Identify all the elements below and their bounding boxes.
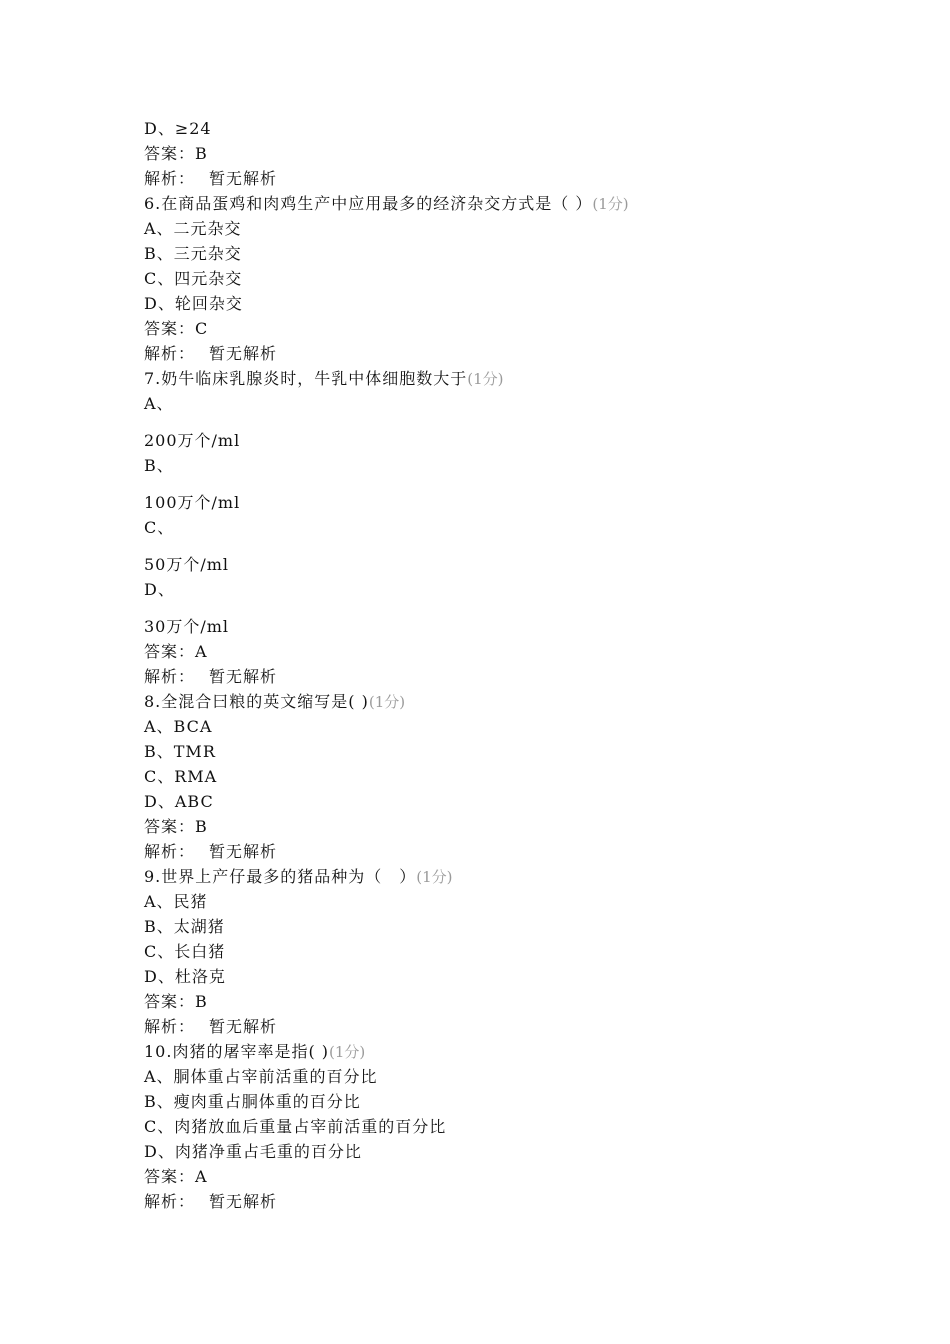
analysis-label: 解析： (144, 667, 196, 686)
option-a: A、BCA (144, 717, 213, 736)
analysis-text: 暂无解析 (209, 1017, 278, 1036)
option-c: C、长白猪 (144, 942, 226, 961)
analysis-line (144, 839, 844, 864)
score-label: (1分) (592, 195, 629, 213)
question-list (144, 116, 844, 1214)
answer-line: 答案：B (144, 992, 208, 1011)
option-b: B、TMR (144, 742, 216, 761)
question-10 (144, 1039, 844, 1064)
option-a-letter: A、 (144, 394, 174, 413)
analysis-line (144, 664, 844, 689)
analysis-text: 暂无解析 (209, 1192, 278, 1211)
analysis-text: 暂无解析 (209, 667, 278, 686)
analysis-label: 解析： (144, 169, 196, 188)
question-text: 6.在商品蛋鸡和肉鸡生产中应用最多的经济杂交方式是（ ） (144, 194, 593, 213)
answer-line: 答案：C (144, 319, 209, 338)
analysis-label: 解析： (144, 344, 196, 363)
answer-line: 答案：A (144, 1167, 208, 1186)
question-7 (144, 366, 844, 391)
analysis-label: 解析： (144, 1192, 196, 1211)
question-6 (144, 191, 844, 216)
score-label: (1分) (368, 693, 406, 711)
option-b: B、太湖猪 (144, 917, 225, 936)
analysis-line (144, 1189, 844, 1214)
analysis-text: 暂无解析 (209, 169, 278, 188)
option-b-letter: B、 (144, 456, 174, 475)
option-d: D、≥24 (144, 119, 212, 138)
option-a: A、胴体重占宰前活重的百分比 (144, 1067, 378, 1086)
answer-line: 答案：A (144, 642, 208, 661)
option-d: D、肉猪净重占毛重的百分比 (144, 1142, 362, 1161)
option-d-letter: D、 (144, 580, 175, 599)
analysis-label: 解析： (144, 842, 196, 861)
option-b-text: 100万个/ml (144, 493, 241, 512)
question-8 (144, 689, 844, 714)
option-d: D、ABC (144, 792, 214, 811)
question-text: 10.肉猪的屠宰率是指( ) (144, 1042, 330, 1061)
option-c: C、四元杂交 (144, 269, 243, 288)
question-text: 8.全混合曰粮的英文缩写是( ) (144, 692, 369, 711)
analysis-text: 暂无解析 (209, 344, 278, 363)
analysis-label: 解析： (144, 1017, 196, 1036)
analysis-line (144, 341, 844, 366)
analysis-text: 暂无解析 (209, 842, 278, 861)
option-d: D、轮回杂交 (144, 294, 243, 313)
option-c-text: 50万个/ml (144, 555, 230, 574)
option-c: C、肉猪放血后重量占宰前活重的百分比 (144, 1117, 447, 1136)
answer-line: 答案：B (144, 144, 208, 163)
score-label: (1分) (416, 868, 453, 886)
option-d-text: 30万个/ml (144, 617, 230, 636)
option-a-text: 200万个/ml (144, 431, 241, 450)
question-text: 9.世界上产仔最多的猪品种为（ ） (144, 867, 417, 886)
option-b: B、瘦肉重占胴体重的百分比 (144, 1092, 361, 1111)
score-label: (1分) (467, 370, 504, 388)
analysis-line (144, 1014, 844, 1039)
question-9 (144, 864, 844, 889)
option-a: A、民猪 (144, 892, 208, 911)
question-text: 7.奶牛临床乳腺炎时，牛乳中体细胞数大于 (144, 369, 468, 388)
option-d: D、杜洛克 (144, 967, 226, 986)
analysis-line (144, 166, 844, 191)
answer-line: 答案：B (144, 817, 208, 836)
option-b: B、三元杂交 (144, 244, 242, 263)
option-a: A、二元杂交 (144, 219, 242, 238)
score-label: (1分) (329, 1043, 366, 1061)
option-c: C、RMA (144, 767, 218, 786)
option-c-letter: C、 (144, 518, 175, 537)
